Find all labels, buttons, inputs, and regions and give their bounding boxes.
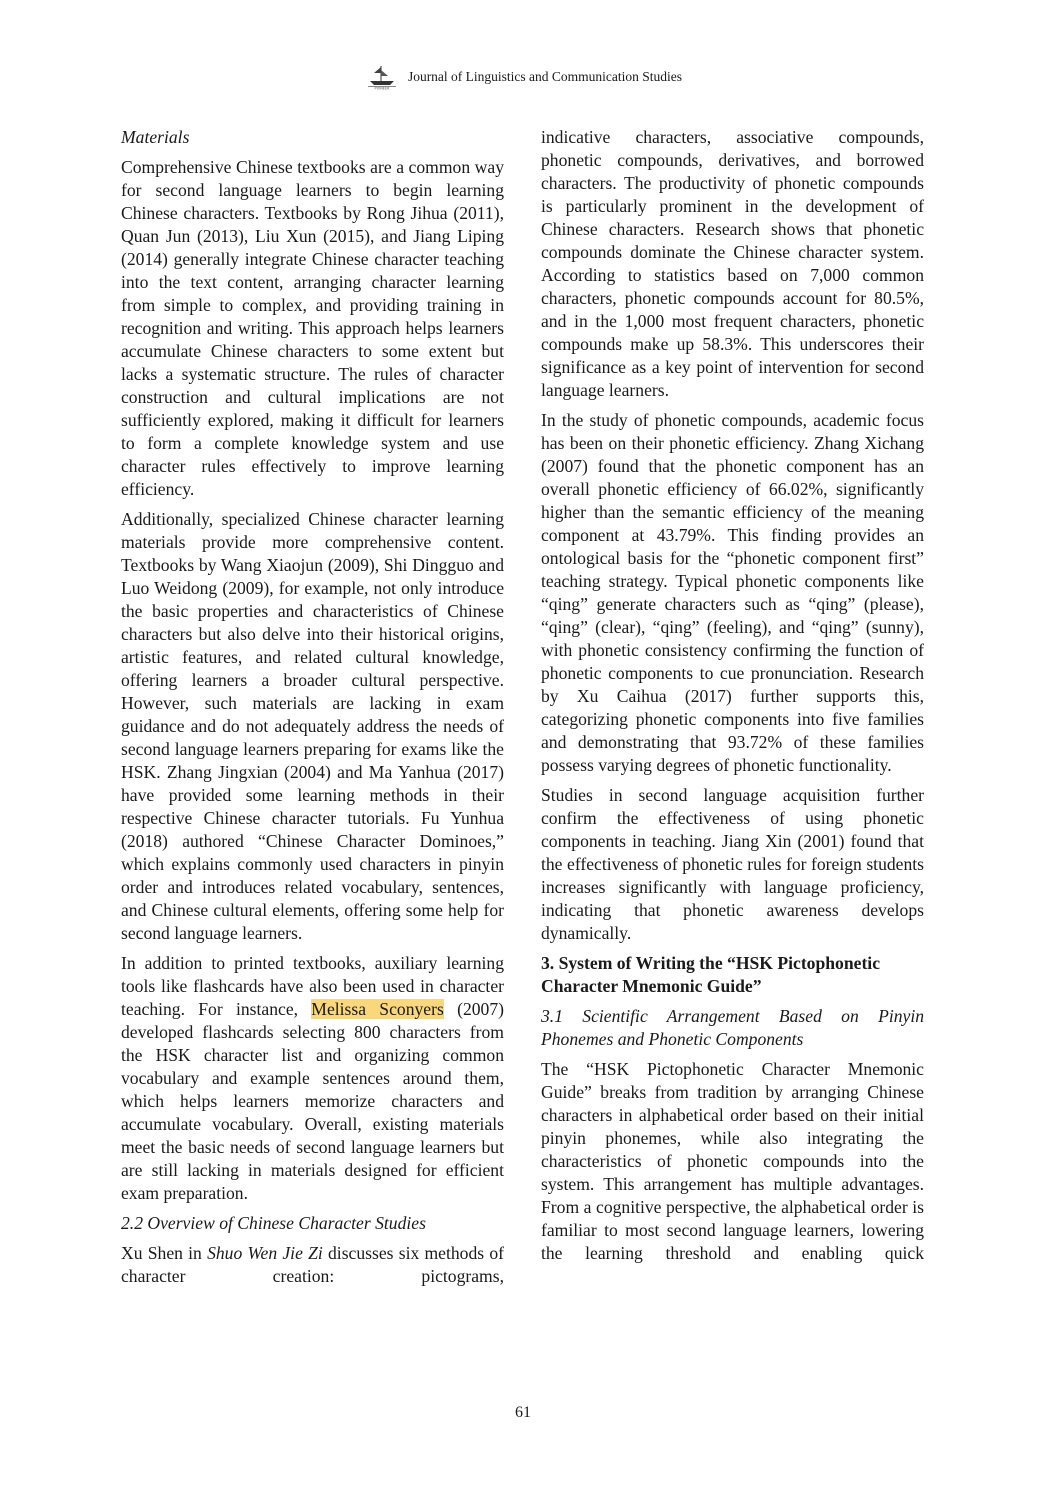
- text-span: discusses six methods of character creation: pictograms,: [121, 1243, 504, 1286]
- right-column: [541, 126, 924, 1272]
- page-number: 61: [515, 1404, 531, 1421]
- highlighted-text: Melissa Sconyers: [311, 999, 444, 1019]
- paragraph: Studies in second language acquisition further confirm the effectiveness of using phonetic components in teaching. Jiang Xin (2001) found that the effectiveness of phonetic rules for foreign students increases significantly with language proficiency, indicating that phonetic awareness develops dynamically.: [541, 785, 924, 943]
- section-heading: 3. System of Writing the “HSK Pictophonetic Character Mnemonic Guide”: [541, 953, 880, 996]
- section-heading-materials: Materials: [121, 127, 190, 147]
- journal-title: Journal of Linguistics and Communication Studies: [407, 69, 683, 84]
- paragraph: indicative characters, associative compounds, phonetic compounds, derivatives, and borrowed characters. The productivity of phonetic compounds is particularly prominent in the development of Chinese characters. Research shows that phonetic compounds dominate the Chinese character system. According to statistics based on 7,000 common characters, phonetic compounds account for 80.5%, and in the 1,000 most frequent characters, phonetic compounds make up 58.3%. This underscores their significance as a key point of intervention for second language learners.: [541, 127, 924, 400]
- left-column: [121, 126, 504, 1295]
- subsection-heading: 3.1 Scientific Arrangement Based on Pinyin Phonemes and Phonetic Components: [541, 1006, 924, 1049]
- pioneer-ship-logo-icon: [364, 64, 400, 90]
- text-span: Xu Shen in: [121, 1243, 208, 1263]
- logo-text: PIONEER: [374, 86, 390, 90]
- paragraph: [121, 1242, 504, 1288]
- text-span: In addition to printed textbooks, auxiliary learning tools like flashcards have also been used in character teaching. For instance,: [121, 953, 504, 1019]
- subsection-heading: 2.2 Overview of Chinese Character Studies: [121, 1213, 426, 1233]
- paragraph: The “HSK Pictophonetic Character Mnemonic Guide” breaks from tradition by arranging Chinese characters in alphabetical order based on their initial pinyin phonemes, while also integrating the characteristics of phonetic compounds into the system. This arrangement has multiple advantages. From a cognitive perspective, the alphabetical order is familiar to most second language learners, lowering the learning threshold and enabling quick: [541, 1059, 924, 1263]
- paragraph: Comprehensive Chinese textbooks are a common way for second language learners to begin learning Chinese characters. Textbooks by Rong Jihua (2011), Quan Jun (2013), Liu Xun (2015), and Jiang Liping (2014) generally integrate Chinese character teaching into the text content, arranging character learning from simple to complex, and providing training in recognition and writing. This approach helps learners accumulate Chinese characters to some extent but lacks a systematic structure. The rules of character construction and cultural implications are not sufficiently explored, making it difficult for learners to form a complete knowledge system and use character rules effectively to improve learning efficiency.: [121, 157, 504, 499]
- text-span: (2007) developed flashcards selecting 800 characters from the HSK character list and organizing common vocabulary and example sentences around them, which helps learners memorize characters and accumulate vocabulary. Overall, existing materials meet the basic needs of second language learners but are still lacking in materials designed for efficient exam preparation.: [121, 999, 504, 1203]
- italic-title: Shuo Wen Jie Zi: [207, 1243, 323, 1263]
- paragraph: Additionally, specialized Chinese character learning materials provide more comprehensive content. Textbooks by Wang Xiaojun (2009), Shi Dingguo and Luo Weidong (2009), for example, not only introduce the basic properties and characteristics of Chinese characters but also delve into their historical origins, artistic features, and related cultural knowledge, offering learners a broader cultural perspective. However, such materials are lacking in exam guidance and do not adequately address the needs of second language learners preparing for exams like the HSK. Zhang Jingxian (2004) and Ma Yanhua (2017) have provided some learning methods in their respective Chinese character tutorials. Fu Yunhua (2018) authored “Chinese Character Dominoes,” which explains commonly used characters in pinyin order and introduces related vocabulary, sentences, and Chinese cultural elements, offering some help for second language learners.: [121, 509, 504, 943]
- paragraph: [121, 952, 504, 1205]
- paragraph: In the study of phonetic compounds, academic focus has been on their phonetic efficiency. Zhang Xichang (2007) found that the phonetic component has an overall phonetic efficiency of 66.02%, significantly higher than the semantic efficiency of the meaning component at 43.79%. This finding provides an ontological basis for the “phonetic component first” teaching strategy. Typical phonetic components like “qing” generate characters such as “qing” (please), “qing” (clear), “qing” (feeling), and “qing” (sunny), with phonetic consistency confirming the function of phonetic components to cue pronunciation. Research by Xu Caihua (2017) further supports this, categorizing phonetic components into five families and demonstrating that 93.72% of these families possess varying degrees of phonetic functionality.: [541, 410, 924, 775]
- page-header: [0, 64, 1046, 90]
